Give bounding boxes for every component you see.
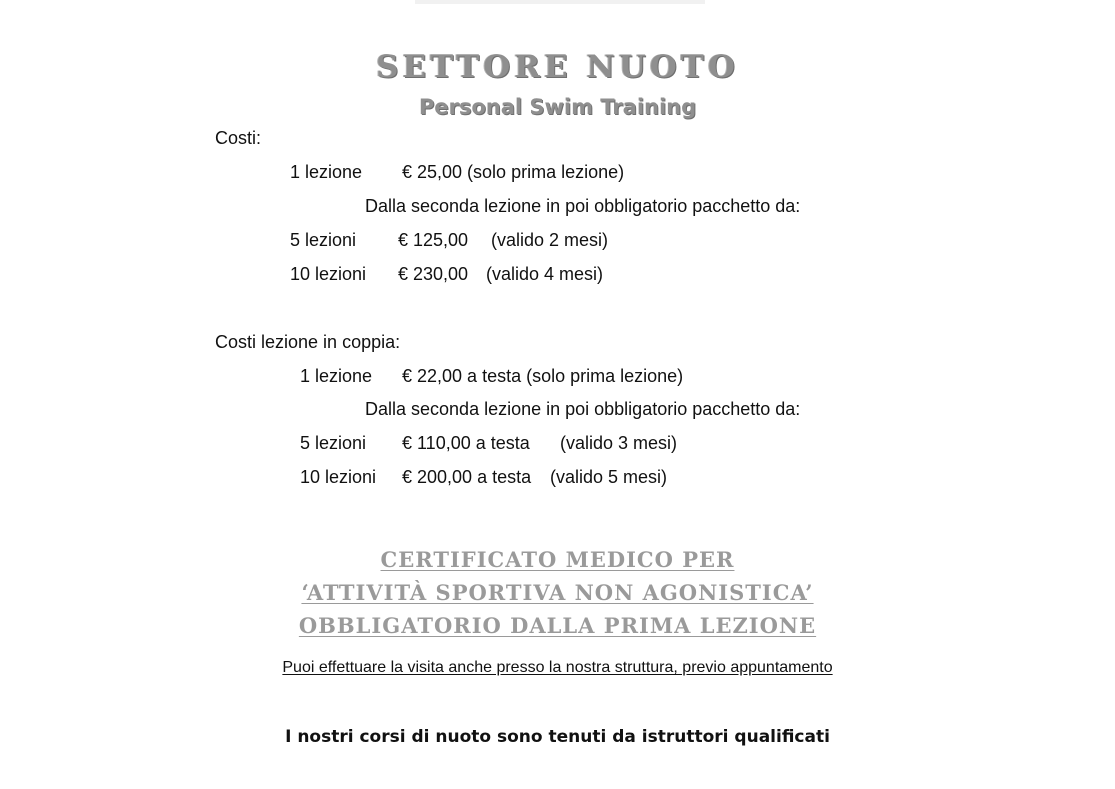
page-subtitle: Personal Swim Training bbox=[418, 95, 697, 119]
certificate-line-3: OBBLIGATORIO DALLA PRIMA LEZIONE bbox=[298, 613, 817, 638]
footer-instructors-note: I nostri corsi di nuoto sono tenuti da istruttori qualificati bbox=[285, 727, 830, 747]
individual-package-validity: (valido 2 mesi) bbox=[491, 230, 609, 250]
page-title: SETTORE NUOTO bbox=[376, 49, 739, 85]
couple-package-validity: (valido 3 mesi) bbox=[560, 433, 678, 453]
couple-first-price: € 22,00 a testa (solo prima lezione) bbox=[402, 366, 684, 386]
individual-package-price: € 230,00 bbox=[398, 264, 469, 284]
individual-costs-label: Costi: bbox=[215, 128, 262, 148]
couple-first-qty: 1 lezione bbox=[300, 366, 373, 386]
couple-costs-label: Costi lezione in coppia: bbox=[215, 332, 401, 352]
individual-first-qty: 1 lezione bbox=[290, 162, 363, 182]
individual-first-price: € 25,00 (solo prima lezione) bbox=[402, 162, 625, 182]
certificate-line-2: ‘ATTIVITÀ SPORTIVA NON AGONISTICA’ bbox=[301, 580, 814, 605]
certificate-line-1: CERTIFICATO MEDICO PER bbox=[380, 547, 735, 572]
top-edge-mark bbox=[415, 0, 705, 4]
couple-package-qty: 5 lezioni bbox=[300, 433, 367, 453]
couple-package-validity: (valido 5 mesi) bbox=[550, 467, 668, 487]
couple-package-price: € 200,00 a testa bbox=[402, 467, 532, 487]
visit-note: Puoi effettuare la visita anche presso la nostra struttura, previo appuntamento bbox=[282, 659, 833, 676]
couple-package-note: Dalla seconda lezione in poi obbligatorio pacchetto da: bbox=[365, 399, 801, 419]
individual-package-qty: 10 lezioni bbox=[290, 264, 367, 284]
individual-package-price: € 125,00 bbox=[398, 230, 469, 250]
individual-package-qty: 5 lezioni bbox=[290, 230, 357, 250]
individual-package-validity: (valido 4 mesi) bbox=[486, 264, 604, 284]
couple-package-qty: 10 lezioni bbox=[300, 467, 377, 487]
individual-package-note: Dalla seconda lezione in poi obbligatorio pacchetto da: bbox=[365, 196, 801, 216]
couple-package-price: € 110,00 a testa bbox=[402, 433, 530, 453]
